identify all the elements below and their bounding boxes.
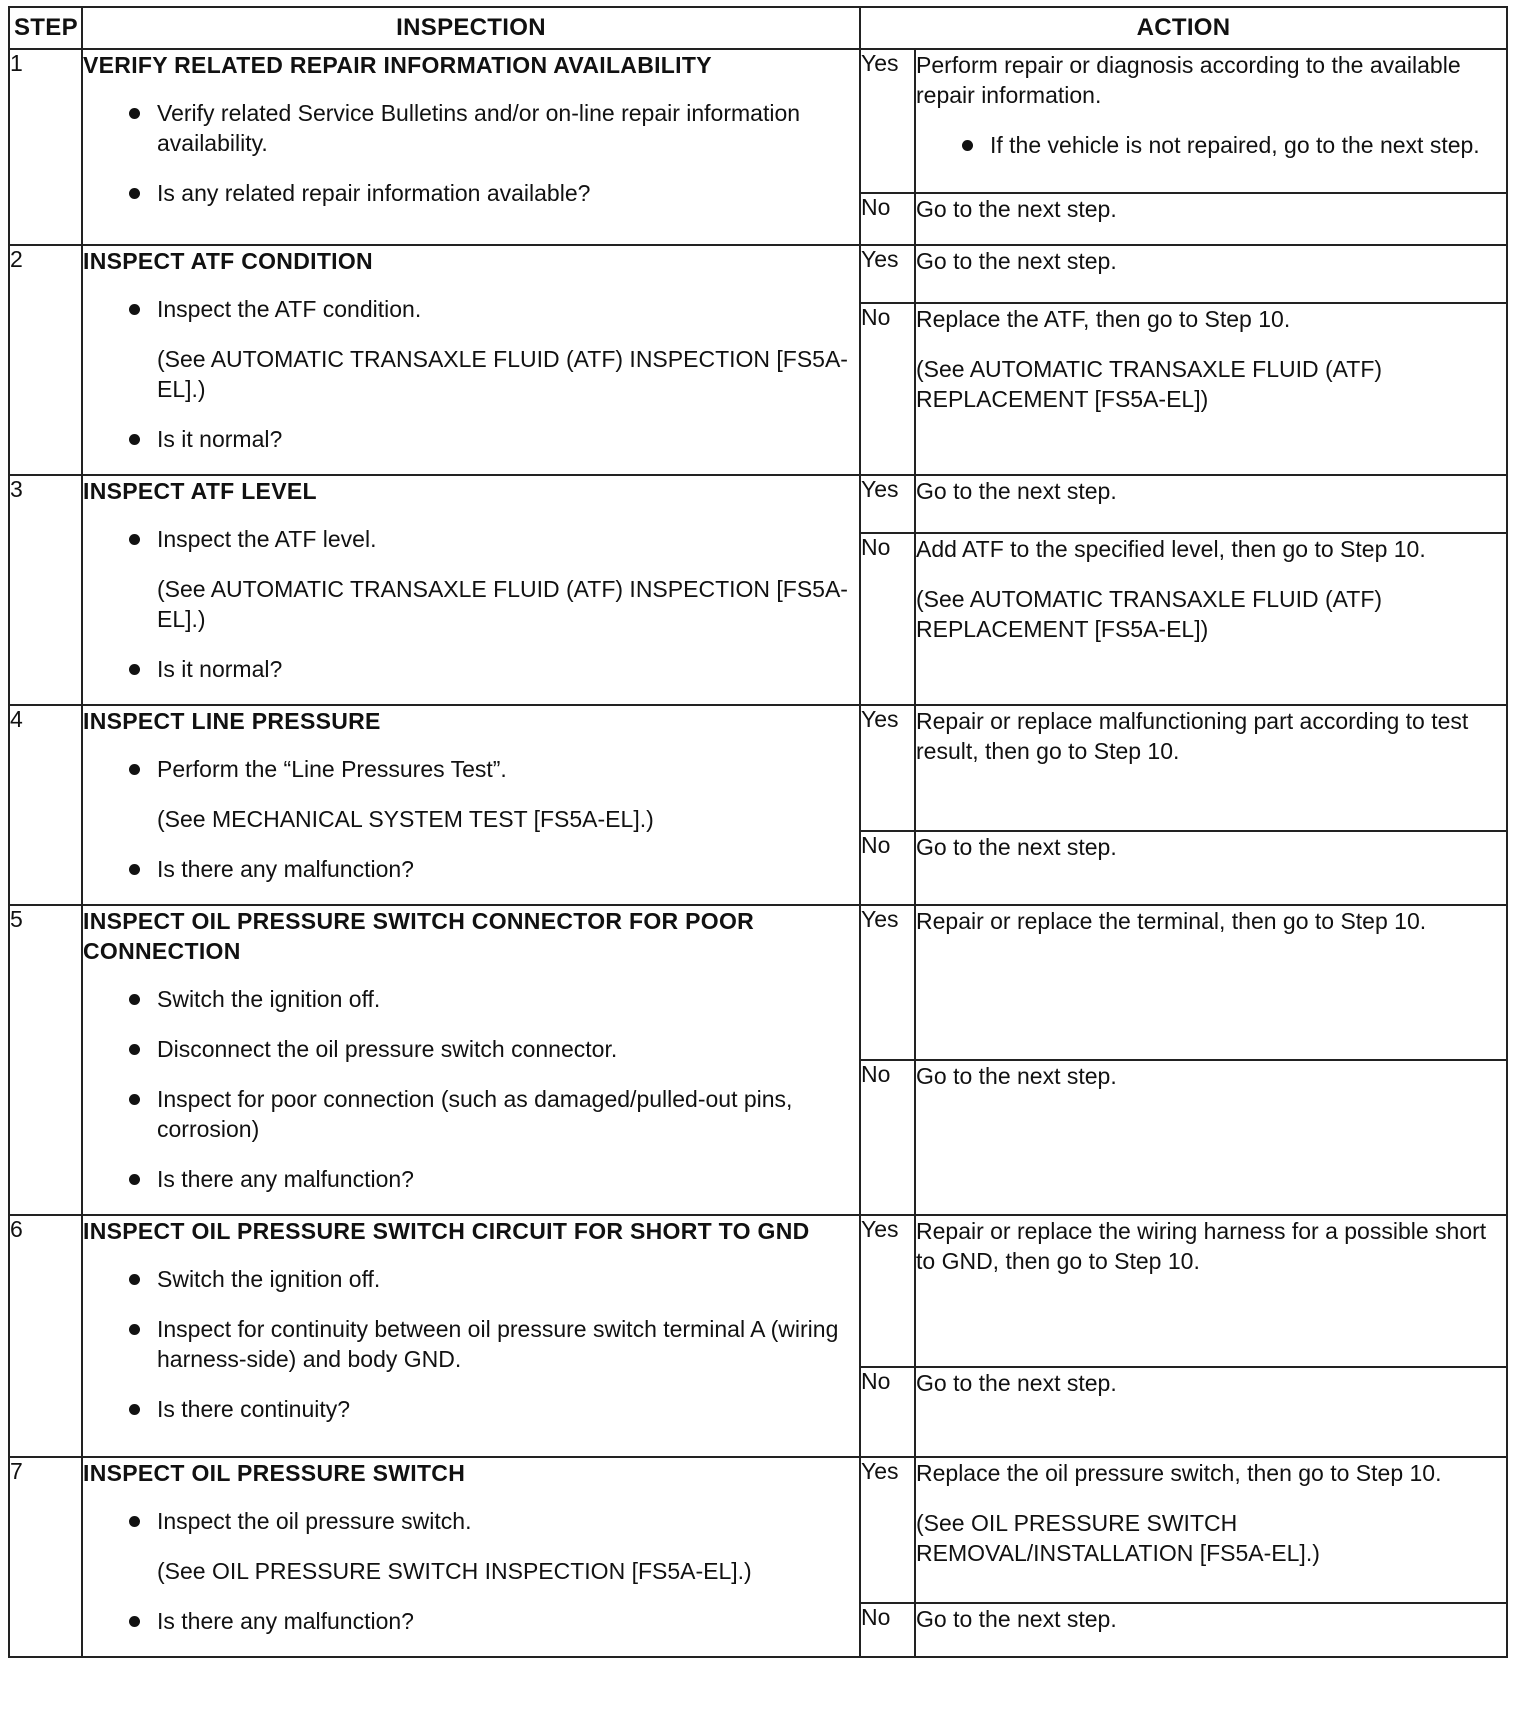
diagnostic-procedure-document — [8, 6, 1506, 1726]
inspection-bullet: Disconnect the oil pressure switch connector. — [83, 1034, 859, 1064]
header-step: STEP — [9, 7, 82, 49]
no-label: No — [860, 1367, 915, 1457]
inspection-cell — [82, 1215, 860, 1457]
step-number: 3 — [9, 475, 82, 705]
action-text: Go to the next step. — [916, 478, 1117, 504]
inspection-cell — [82, 705, 860, 905]
no-action-cell — [915, 303, 1507, 476]
action-text: Repair or replace the wiring harness for a possible short to GND, then go to Step 10. — [916, 1218, 1487, 1274]
step-number: 5 — [9, 905, 82, 1215]
inspection-bullet: Switch the ignition off. — [83, 1264, 859, 1294]
inspection-bullet: Is it normal? — [83, 424, 859, 454]
table-row — [9, 1215, 1507, 1367]
inspection-title: INSPECT LINE PRESSURE — [83, 708, 381, 734]
action-text: Go to the next step. — [916, 1063, 1117, 1089]
inspection-bullet: Inspect for poor connection (such as damaged/pulled-out pins, corrosion) — [83, 1084, 859, 1144]
yes-action-cell — [915, 245, 1507, 303]
action-text: Add ATF to the specified level, then go to Step 10. — [916, 535, 1426, 562]
table-row — [9, 705, 1507, 831]
table-body — [9, 49, 1507, 1657]
yes-label: Yes — [860, 49, 915, 193]
inspection-cell — [82, 245, 860, 475]
step-number: 6 — [9, 1215, 82, 1457]
header-action: ACTION — [860, 7, 1507, 49]
yes-action-cell — [915, 49, 1507, 193]
inspection-bullet: Is there any malfunction? — [83, 1606, 859, 1636]
inspection-list — [83, 524, 859, 684]
inspection-cell — [82, 49, 860, 245]
action-text: Go to the next step. — [916, 834, 1117, 861]
diagnostic-table — [8, 6, 1508, 1658]
inspection-title: INSPECT OIL PRESSURE SWITCH CONNECTOR FOR POOR CONNECTION — [83, 908, 755, 964]
inspection-note: (See OIL PRESSURE SWITCH INSPECTION [FS5A-EL].) — [157, 1558, 752, 1584]
step-number: 7 — [9, 1457, 82, 1657]
inspection-list — [83, 754, 859, 884]
inspection-title: VERIFY RELATED REPAIR INFORMATION AVAILABILITY — [83, 52, 712, 78]
inspection-note: (See MECHANICAL SYSTEM TEST [FS5A-EL].) — [157, 806, 654, 832]
inspection-bullet: Switch the ignition off. — [83, 984, 859, 1014]
inspection-list — [83, 294, 859, 454]
inspection-list — [83, 1506, 859, 1636]
inspection-bullet: Verify related Service Bulletins and/or on-line repair information availability. — [83, 98, 859, 158]
yes-label: Yes — [860, 1215, 915, 1367]
step-number: 4 — [9, 705, 82, 905]
inspection-bullet: Is there any malfunction? — [83, 854, 859, 884]
action-text: (See AUTOMATIC TRANSAXLE FLUID (ATF) REPLACEMENT [FS5A-EL]) — [916, 355, 1383, 412]
action-text: Replace the ATF, then go to Step 10. — [916, 305, 1291, 332]
table-row — [9, 1457, 1507, 1603]
no-action-cell — [915, 193, 1507, 245]
table-row — [9, 905, 1507, 1060]
header-inspection: INSPECTION — [82, 7, 860, 49]
no-action-cell — [915, 1060, 1507, 1215]
no-label: No — [860, 193, 915, 245]
inspection-title: INSPECT OIL PRESSURE SWITCH — [83, 1460, 466, 1486]
action-text: Replace the oil pressure switch, then go to Step 10. — [916, 1460, 1442, 1486]
inspection-cell — [82, 1457, 860, 1657]
action-text: (See AUTOMATIC TRANSAXLE FLUID (ATF) REPLACEMENT [FS5A-EL]) — [916, 585, 1383, 642]
no-action-cell — [915, 831, 1507, 905]
yes-label: Yes — [860, 1457, 915, 1603]
yes-label: Yes — [860, 905, 915, 1060]
step-number: 2 — [9, 245, 82, 475]
action-bullet: If the vehicle is not repaired, go to the next step. — [916, 130, 1506, 160]
inspection-list — [83, 984, 859, 1194]
yes-action-cell — [915, 475, 1507, 533]
action-text: Perform repair or diagnosis according to the available repair information. — [916, 52, 1461, 108]
inspection-bullet: Perform the “Line Pressures Test”. — [83, 754, 859, 784]
inspection-note: (See AUTOMATIC TRANSAXLE FLUID (ATF) INSPECTION [FS5A-EL].) — [157, 346, 848, 402]
no-label: No — [860, 1060, 915, 1215]
yes-action-cell — [915, 1457, 1507, 1603]
inspection-bullet: Inspect the ATF level. — [83, 524, 859, 554]
no-label: No — [860, 303, 915, 476]
yes-label: Yes — [860, 705, 915, 831]
yes-action-cell — [915, 705, 1507, 831]
action-text: Go to the next step. — [916, 248, 1117, 274]
yes-action-cell — [915, 905, 1507, 1060]
no-action-cell — [915, 1603, 1507, 1657]
inspection-bullet: Inspect the oil pressure switch. — [83, 1506, 859, 1536]
action-text: Go to the next step. — [916, 1605, 1117, 1632]
action-text: Go to the next step. — [916, 1370, 1117, 1396]
step-number: 1 — [9, 49, 82, 245]
inspection-bullet: Inspect for continuity between oil pressure switch terminal A (wiring harness-side) and body GND. — [83, 1314, 859, 1374]
yes-label: Yes — [860, 475, 915, 533]
table-row — [9, 49, 1507, 193]
table-row — [9, 245, 1507, 303]
no-label: No — [860, 1603, 915, 1657]
table-row — [9, 475, 1507, 533]
yes-action-cell — [915, 1215, 1507, 1367]
inspection-cell — [82, 475, 860, 705]
yes-label: Yes — [860, 245, 915, 303]
action-text: Repair or replace the terminal, then go to Step 10. — [916, 908, 1427, 934]
inspection-title: INSPECT ATF CONDITION — [83, 248, 373, 274]
inspection-list — [83, 1264, 859, 1424]
inspection-bullet: Is it normal? — [83, 654, 859, 684]
inspection-list — [83, 98, 859, 208]
inspection-title: INSPECT ATF LEVEL — [83, 478, 317, 504]
no-action-cell — [915, 1367, 1507, 1457]
table-header-row — [9, 7, 1507, 49]
inspection-bullet: Is there any malfunction? — [83, 1164, 859, 1194]
no-label: No — [860, 533, 915, 706]
inspection-cell — [82, 905, 860, 1215]
no-label: No — [860, 831, 915, 905]
inspection-bullet: Is any related repair information available? — [83, 178, 859, 208]
action-text: (See OIL PRESSURE SWITCH REMOVAL/INSTALLATION [FS5A-EL].) — [916, 1510, 1320, 1566]
inspection-title: INSPECT OIL PRESSURE SWITCH CIRCUIT FOR SHORT TO GND — [83, 1218, 810, 1244]
action-text: Repair or replace malfunctioning part according to test result, then go to Step 10. — [916, 708, 1469, 764]
inspection-bullet: Inspect the ATF condition. — [83, 294, 859, 324]
inspection-note: (See AUTOMATIC TRANSAXLE FLUID (ATF) INSPECTION [FS5A-EL].) — [157, 576, 848, 632]
action-text: Go to the next step. — [916, 196, 1117, 222]
no-action-cell — [915, 533, 1507, 706]
inspection-bullet: Is there continuity? — [83, 1394, 859, 1424]
